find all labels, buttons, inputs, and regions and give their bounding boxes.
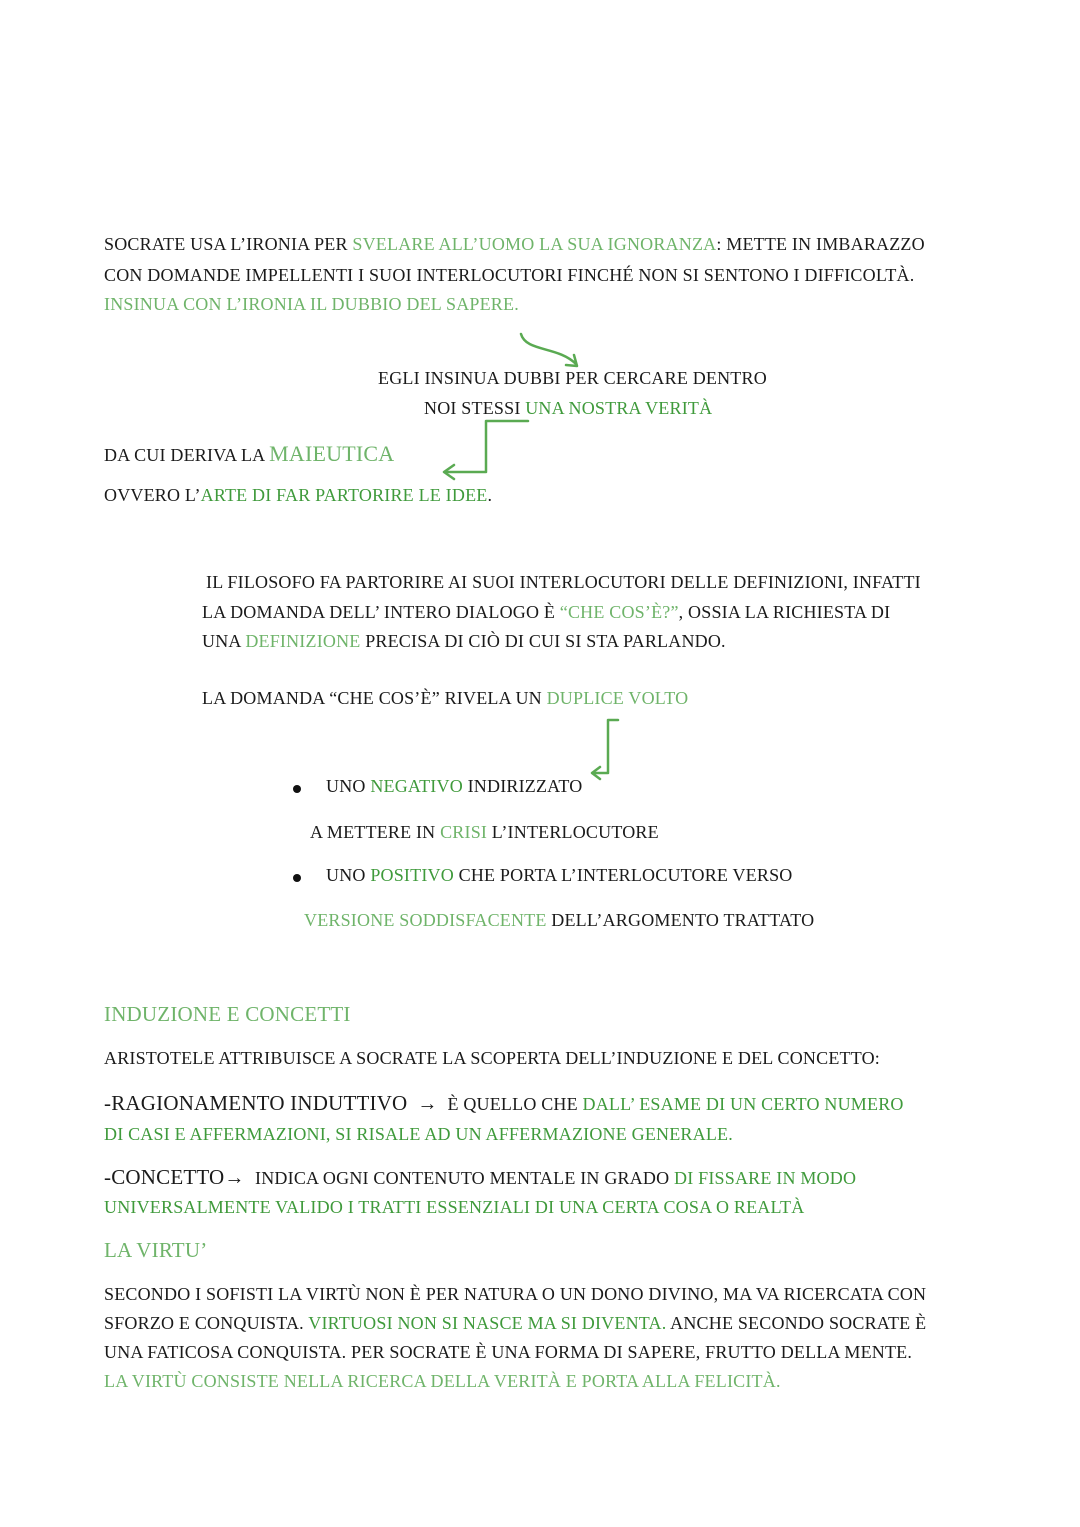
text: . (487, 485, 493, 505)
arrow-right-icon: → (412, 1093, 443, 1115)
p3-line-1 (104, 441, 394, 467)
text: ANCHE SECONDO SOCRATE È (666, 1313, 927, 1333)
highlight-text: VERSIONE SODDISFACENTE (304, 910, 547, 930)
elbow-arrow-head-icon (592, 767, 600, 779)
text: NOI STESSI (424, 398, 526, 418)
text: LA DOMANDA DELL’ INTERO DIALOGO È (202, 602, 560, 622)
induzione-concetto (104, 1165, 856, 1190)
highlight-text: DALL’ ESAME DI UN CERTO NUMERO (582, 1094, 904, 1114)
text: UNO (326, 776, 371, 796)
maieutica-term: MAIEUTICA (269, 441, 395, 466)
term: -RAGIONAMENTO INDUTTIVO (104, 1091, 408, 1115)
p1-line-3: INSINUA CON L’IRONIA IL DUBBIO DEL SAPERE. (104, 294, 519, 314)
bullet-negative (326, 776, 582, 797)
virtu-line-4: LA VIRTÙ CONSISTE NELLA RICERCA DELLA VERITÀ E PORTA ALLA FELICITÀ. (104, 1371, 781, 1391)
bullet-positive (326, 865, 793, 886)
text: UNA (202, 631, 246, 651)
p3-line-2 (104, 485, 492, 506)
p2-line-1: EGLI INSINUA DUBBI PER CERCARE DENTRO (378, 368, 767, 388)
text: OVVERO L’ (104, 485, 201, 505)
highlight-text: CRISI (440, 822, 488, 842)
text: SFORZO E CONQUISTA. (104, 1313, 309, 1333)
text: : METTE IN IMBARAZZO (716, 234, 925, 254)
section-heading-induzione: INDUZIONE E CONCETTI (104, 1002, 351, 1026)
bullet-positive-cont (304, 910, 814, 931)
arrow-right-icon: → (224, 1167, 256, 1189)
highlight-text: NEGATIVO (370, 776, 463, 796)
text: PRECISA DI CIÒ DI CUI SI STA PARLANDO. (360, 631, 726, 651)
highlight-text: “CHE COS’È?” (559, 602, 679, 622)
elbow-arrow-icon (446, 421, 528, 472)
bullet-dot (293, 874, 301, 882)
bullet-dot (293, 785, 301, 793)
highlight-text: SVELARE ALL’UOMO LA SUA IGNORANZA (352, 234, 717, 254)
induzione-ragionamento (104, 1091, 904, 1116)
term: -CONCETTO (104, 1165, 225, 1189)
curved-arrow-icon (521, 334, 576, 364)
p1-line-2: CON DOMANDE IMPELLENTI I SUOI INTERLOCUTORI FINCHÉ NON SI SENTONO I DIFFICOLTÀ. (104, 265, 915, 285)
p4-line-1: IL FILOSOFO FA PARTORIRE AI SUOI INTERLOCUTORI DELLE DEFINIZIONI, INFATTI (206, 572, 921, 592)
text: , OSSIA LA RICHIESTA DI (678, 602, 891, 622)
text: INDIRIZZATO (462, 776, 583, 796)
curved-arrow-head-icon (566, 355, 577, 366)
text: SOCRATE USA L’IRONIA PER (104, 234, 353, 254)
highlight-text: UNA NOSTRA VERITÀ (525, 398, 713, 418)
section-heading-virtu: LA VIRTU’ (104, 1238, 208, 1262)
text: DELL’ARGOMENTO TRATTATO (546, 910, 815, 930)
text: A METTERE IN (310, 822, 441, 842)
text: UNO (326, 865, 371, 885)
highlight-text: ARTE DI FAR PARTORIRE LE IDEE (200, 485, 488, 505)
virtu-line-3: UNA FATICOSA CONQUISTA. PER SOCRATE È UNA FORMA DI SAPERE, FRUTTO DELLA MENTE. (104, 1342, 913, 1362)
text: DA CUI DERIVA LA (104, 445, 270, 465)
p1-line-1 (104, 234, 925, 255)
highlight-text: VIRTUOSI NON SI NASCE MA SI DIVENTA. (308, 1313, 667, 1333)
induzione-line-1: ARISTOTELE ATTRIBUISCE A SOCRATE LA SCOPERTA DELL’INDUZIONE E DEL CONCETTO: (104, 1048, 880, 1068)
text: CHE PORTA L’INTERLOCUTORE VERSO (453, 865, 793, 885)
induzione-concetto-cont: UNIVERSALMENTE VALIDO I TRATTI ESSENZIALI DI UNA CERTA COSA O REALTÀ (104, 1197, 805, 1217)
p4-line-2 (202, 602, 890, 623)
p5-line-1 (202, 688, 688, 709)
highlight-text: DUPLICE VOLTO (546, 688, 689, 708)
highlight-text: DEFINIZIONE (245, 631, 361, 651)
elbow-arrow-head-icon (444, 465, 454, 479)
p2-line-2 (424, 398, 712, 419)
text: L’INTERLOCUTORE (487, 822, 659, 842)
elbow-arrow-icon (594, 720, 618, 773)
text: LA DOMANDA “CHE COS’È” RIVELA UN (202, 688, 547, 708)
highlight-text: DI FISSARE IN MODO (674, 1168, 857, 1188)
highlight-text: POSITIVO (370, 865, 454, 885)
virtu-line-2 (104, 1313, 926, 1334)
p4-line-3 (202, 631, 726, 652)
virtu-line-1: SECONDO I SOFISTI LA VIRTÙ NON È PER NATURA O UN DONO DIVINO, MA VA RICERCATA CON (104, 1284, 927, 1304)
induzione-ragionamento-cont: DI CASI E AFFERMAZIONI, SI RISALE AD UN AFFERMAZIONE GENERALE. (104, 1124, 733, 1144)
text: INDICA OGNI CONTENUTO MENTALE IN GRADO (255, 1168, 675, 1188)
bullet-negative-cont (310, 822, 659, 843)
text: È QUELLO CHE (447, 1094, 583, 1114)
